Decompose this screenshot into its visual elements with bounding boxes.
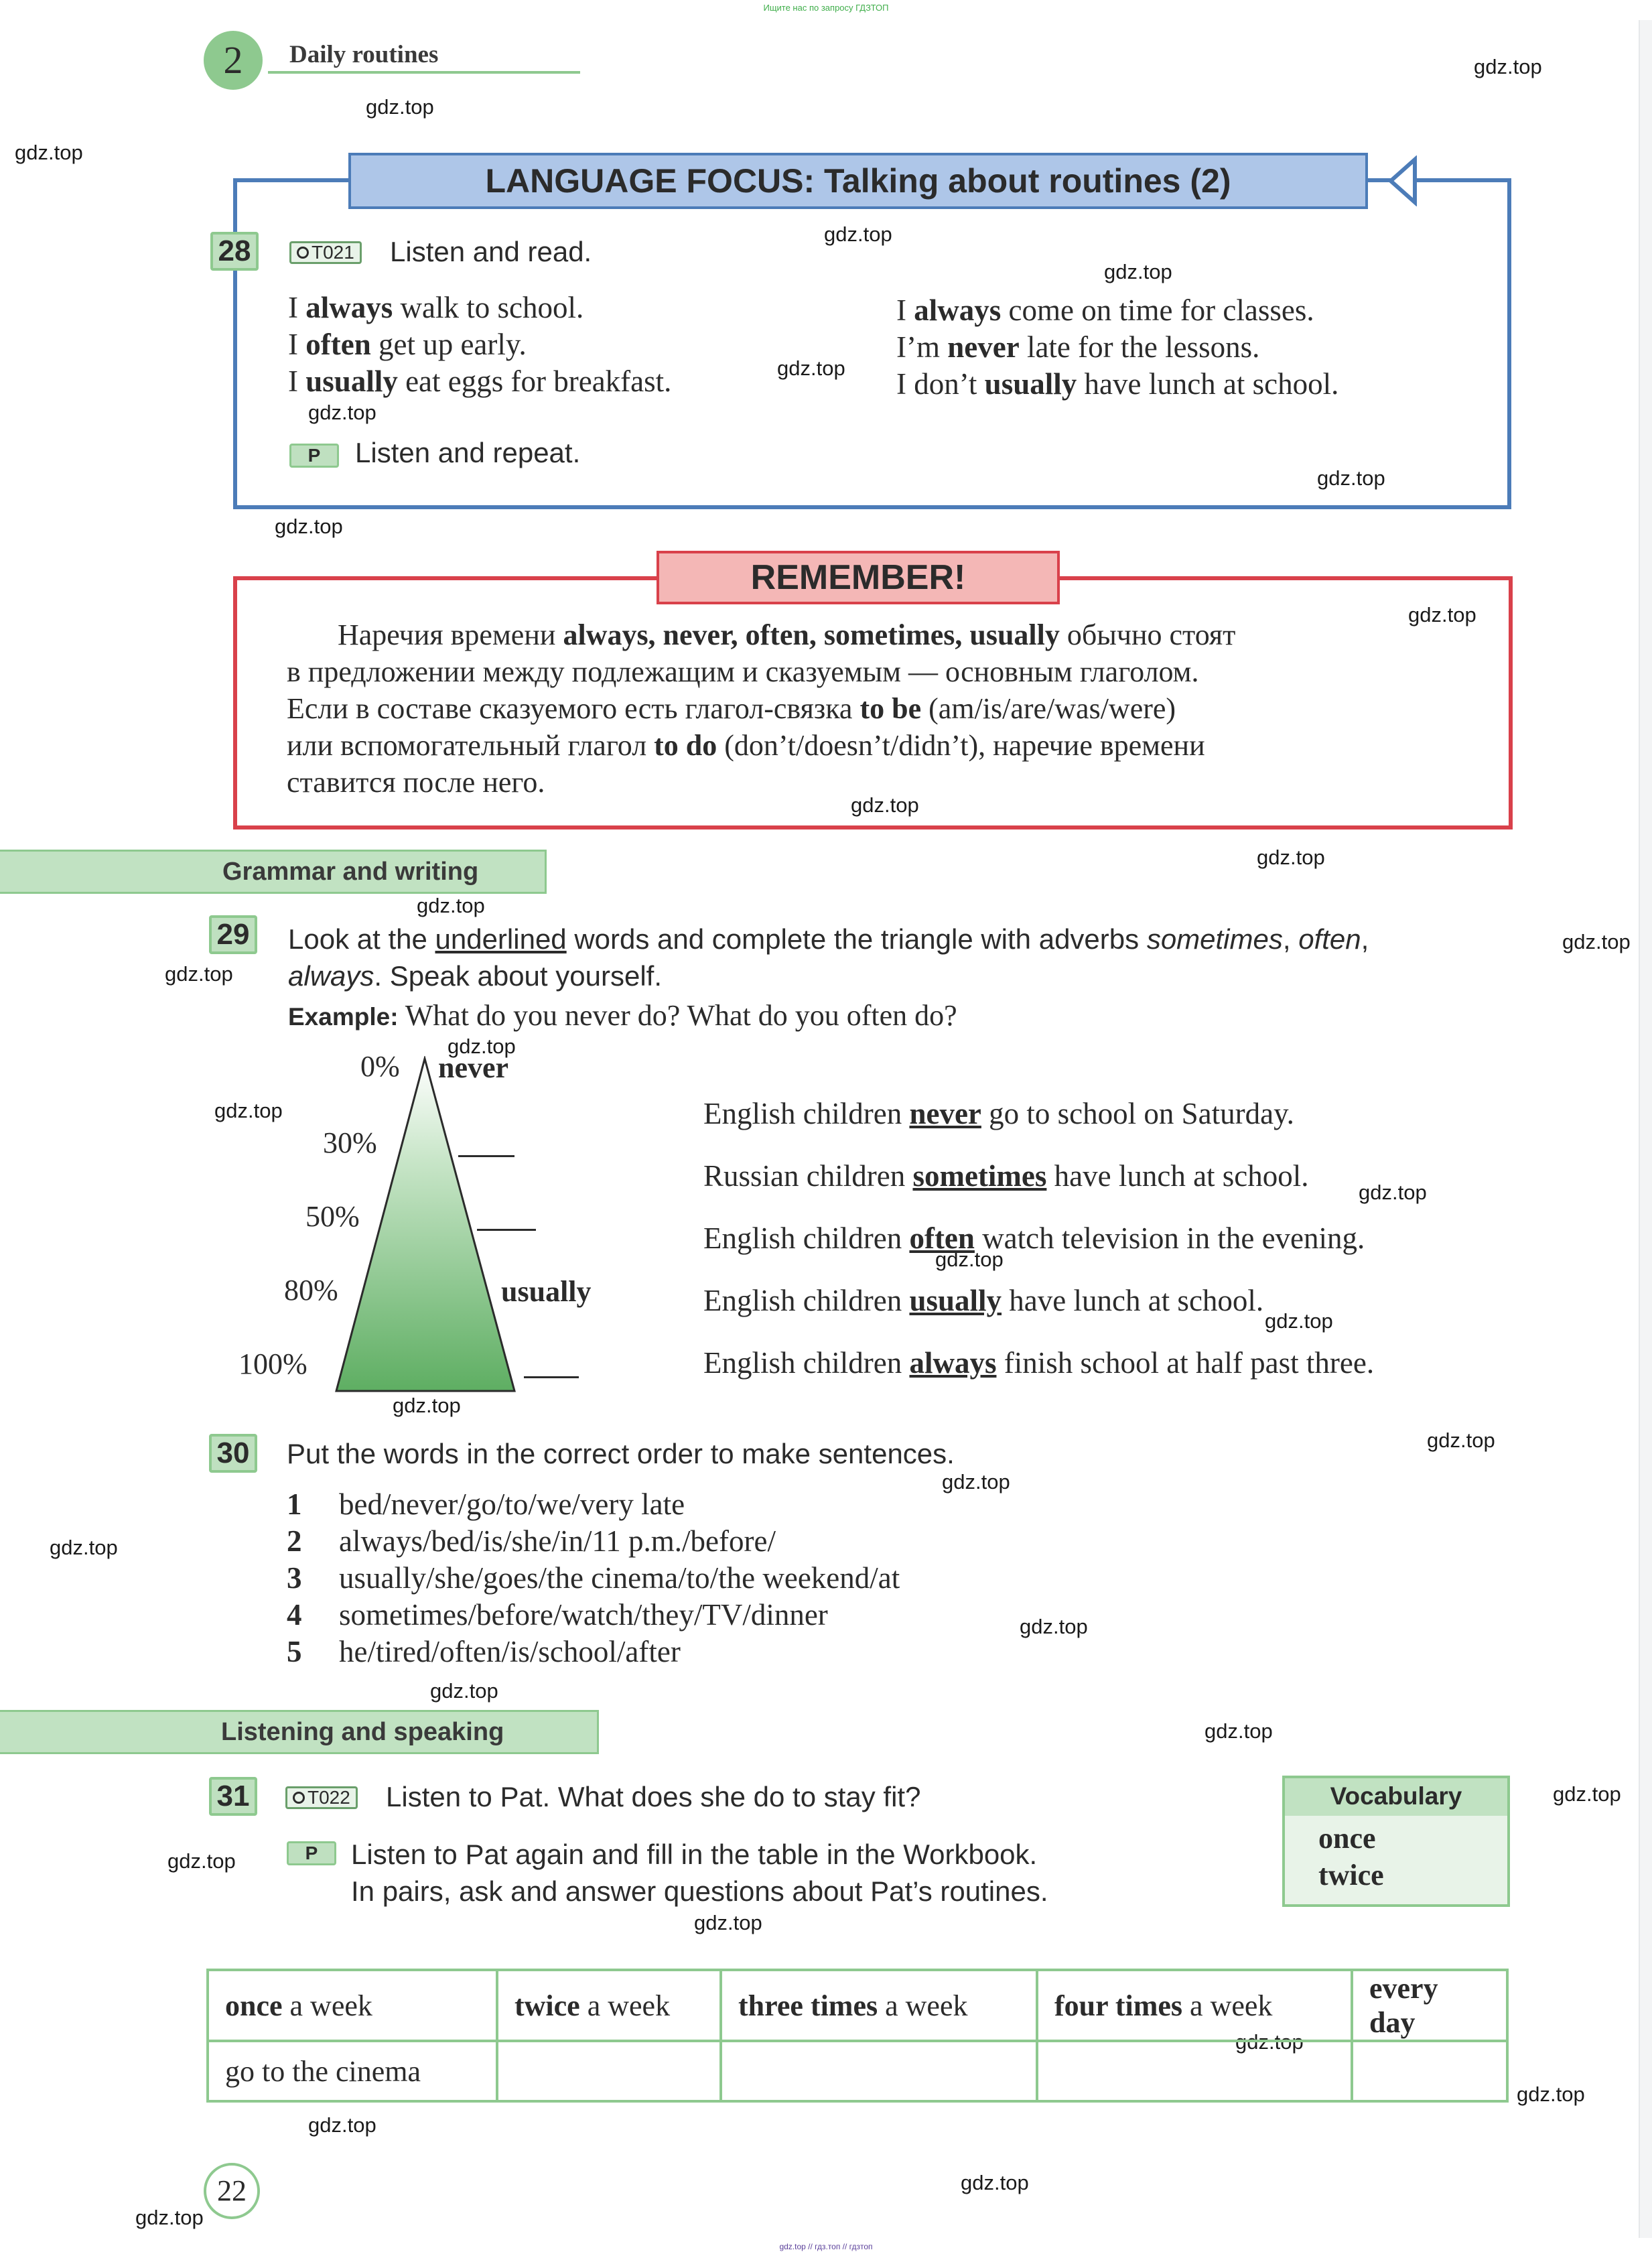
table-cell (721, 2041, 1037, 2101)
repeat-instruction: Listen and repeat. (355, 437, 581, 468)
percent-label: 100% (238, 1347, 307, 1380)
pronunciation-badge: P (289, 444, 339, 468)
exercise-31-subinstruction (351, 1836, 1048, 1910)
exercise-30-instruction: Put the words in the correct order to make sentences. (287, 1438, 955, 1469)
answer-blank[interactable] (477, 1229, 536, 1231)
answer-blank[interactable] (458, 1155, 514, 1157)
sentence: I often get up early. (288, 328, 527, 361)
list-item: 5 he/tired/often/is/school/after (287, 1635, 681, 1668)
exercise-30-list (287, 1486, 900, 1670)
exercise-number-30: 30 (209, 1434, 257, 1473)
bottom-links[interactable]: gdz.top // гдз.топ // гдзтоп (779, 2242, 873, 2251)
sentence: English children always finish school at half past three. (703, 1346, 1375, 1380)
watermark: gdz.top (942, 1470, 1010, 1494)
pronunciation-badge: P (287, 1841, 336, 1865)
adverb-label-never: never (438, 1051, 509, 1084)
sentence: I always come on time for classes. (896, 293, 1314, 327)
subinstruction-line: Listen to Pat again and fill in the table in the Workbook. (351, 1839, 1038, 1870)
vocabulary-list (1318, 1820, 1384, 1894)
percent-label: 30% (323, 1126, 377, 1159)
adverb-label-usually: usually (501, 1275, 592, 1308)
table-header-cell: twice a week (497, 1970, 721, 2041)
remember-line: Наречия времени always, never, often, sometimes, usually обычно стоят (338, 618, 1236, 651)
remember-line: ставится после него. (287, 766, 545, 799)
table-cell (1037, 2041, 1352, 2101)
watermark: gdz.top (50, 1536, 118, 1559)
watermark: gdz.top (430, 1679, 498, 1703)
table-header-cell: three times a week (721, 1970, 1037, 2041)
unit-underline (268, 71, 580, 74)
list-item: 3 usually/she/goes/the cinema/to/the weekend/at (287, 1561, 900, 1595)
sentence: English children never go to school on Saturday. (703, 1097, 1294, 1130)
table-header-cell: four times a week (1037, 1970, 1352, 2041)
watermark: gdz.top (851, 793, 919, 817)
watermark: gdz.top (135, 2206, 204, 2229)
watermark: gdz.top (824, 222, 892, 246)
section-listening-speaking: Listening and speaking (0, 1710, 599, 1754)
watermark: gdz.top (165, 962, 233, 986)
language-focus-title: LANGUAGE FOCUS: Talking about routines (2) (348, 153, 1368, 209)
section-grammar-writing: Grammar and writing (0, 850, 547, 894)
watermark: gdz.top (308, 401, 376, 424)
vocabulary-box (1282, 1776, 1510, 1907)
table-header-row (208, 1970, 1507, 2041)
percent-label: 0% (360, 1050, 400, 1083)
watermark: gdz.top (777, 356, 845, 380)
arrow-left-icon (1388, 155, 1435, 206)
remember-text (287, 616, 1468, 801)
exercise-31-instruction: Listen to Pat. What does she do to stay fit? (386, 1781, 921, 1812)
track-label: T021 (312, 242, 354, 263)
audio-track-button[interactable] (289, 241, 362, 264)
list-item: 1 bed/never/go/to/we/very late (287, 1487, 685, 1521)
percent-label: 50% (305, 1200, 360, 1233)
watermark: gdz.top (1408, 603, 1476, 626)
remember-line: в предложении между подлежащим и сказуемым — основным глаголом. (287, 655, 1199, 688)
watermark: gdz.top (308, 2113, 376, 2137)
frequency-triangle (332, 1056, 527, 1394)
watermark: gdz.top (366, 95, 434, 119)
vocabulary-title: Vocabulary (1330, 1782, 1462, 1810)
example-line: Example: What do you never do? What do you often do? (288, 999, 957, 1032)
sentence: English children usually have lunch at school. (703, 1284, 1264, 1317)
watermark: gdz.top (15, 141, 83, 164)
frequency-table (206, 1969, 1509, 2103)
watermark: gdz.top (1104, 260, 1172, 283)
table-cell (1352, 2041, 1507, 2101)
exercise-29-instruction: Look at the underlined words and complete the triangle with adverbs sometimes, often, always. Speak about yourself. (288, 923, 1369, 992)
watermark: gdz.top (393, 1394, 461, 1417)
exercise-29-sentences (703, 1083, 1374, 1394)
sentence: English children often watch television in the evening. (703, 1221, 1365, 1255)
sentence: I’m never late for the lessons. (896, 330, 1260, 364)
vocabulary-item: twice (1318, 1859, 1384, 1892)
page-number: 22 (204, 2163, 260, 2219)
search-hint-link[interactable]: Ищите нас по запросу ГДЗТОП (763, 3, 889, 13)
vocabulary-item: once (1318, 1822, 1376, 1855)
track-label: T022 (307, 1787, 350, 1808)
sentence: I don’t usually have lunch at school. (896, 367, 1339, 401)
watermark: gdz.top (1517, 2082, 1585, 2106)
watermark: gdz.top (1427, 1429, 1495, 1452)
watermark: gdz.top (417, 894, 485, 917)
example-sentences-right (896, 292, 1338, 403)
watermark: gdz.top (1562, 930, 1631, 953)
watermark: gdz.top (1020, 1615, 1088, 1638)
watermark: gdz.top (1474, 55, 1542, 78)
page-edge-strip (1639, 20, 1652, 2238)
watermark: gdz.top (275, 515, 343, 538)
watermark: gdz.top (694, 1911, 762, 1934)
sentence: I usually eat eggs for breakfast. (288, 364, 672, 398)
watermark: gdz.top (448, 1035, 516, 1058)
exercise-number-29: 29 (209, 915, 257, 954)
watermark: gdz.top (214, 1099, 283, 1122)
list-item: 2 always/bed/is/she/in/11 p.m./before/ (287, 1524, 776, 1558)
watermark: gdz.top (167, 1849, 236, 1873)
table-row (208, 2041, 1507, 2101)
table-header-cell: every day (1352, 1970, 1507, 2041)
audio-disc-icon (297, 247, 309, 259)
remember-line: или вспомогательный глагол to do (don’t/doesn’t/didn’t), наречие времени (287, 729, 1205, 762)
remember-line: Если в составе сказуемого есть глагол-связка to be (am/is/are/was/were) (287, 692, 1176, 725)
exercise-instruction: Listen and read. (390, 236, 592, 267)
watermark: gdz.top (1553, 1782, 1621, 1806)
exercise-number-31: 31 (209, 1777, 257, 1816)
watermark: gdz.top (1265, 1309, 1333, 1333)
watermark: gdz.top (1257, 846, 1325, 869)
watermark: gdz.top (935, 1248, 1004, 1271)
table-cell (497, 2041, 721, 2101)
watermark: gdz.top (961, 2171, 1029, 2194)
audio-disc-icon (293, 1792, 305, 1804)
watermark: gdz.top (1317, 466, 1385, 490)
sentence: I always walk to school. (288, 291, 584, 324)
exercise-number-28: 28 (210, 232, 259, 271)
watermark: gdz.top (1235, 2030, 1304, 2054)
table-cell: go to the cinema (208, 2041, 497, 2101)
answer-blank[interactable] (524, 1376, 579, 1378)
subinstruction-line: In pairs, ask and answer questions about Pat’s routines. (351, 1875, 1048, 1907)
unit-number-badge: 2 (204, 31, 263, 90)
watermark: gdz.top (1359, 1181, 1427, 1204)
list-item: 4 sometimes/before/watch/they/TV/dinner (287, 1598, 828, 1632)
remember-title: REMEMBER! (657, 551, 1060, 604)
table-header-cell: once a week (208, 1970, 497, 2041)
example-sentences-left (288, 289, 671, 400)
percent-label: 80% (284, 1274, 338, 1307)
unit-title: Daily routines (289, 41, 439, 68)
sentence: Russian children sometimes have lunch at school. (703, 1159, 1309, 1193)
audio-track-button[interactable] (285, 1786, 358, 1809)
watermark: gdz.top (1204, 1719, 1273, 1743)
